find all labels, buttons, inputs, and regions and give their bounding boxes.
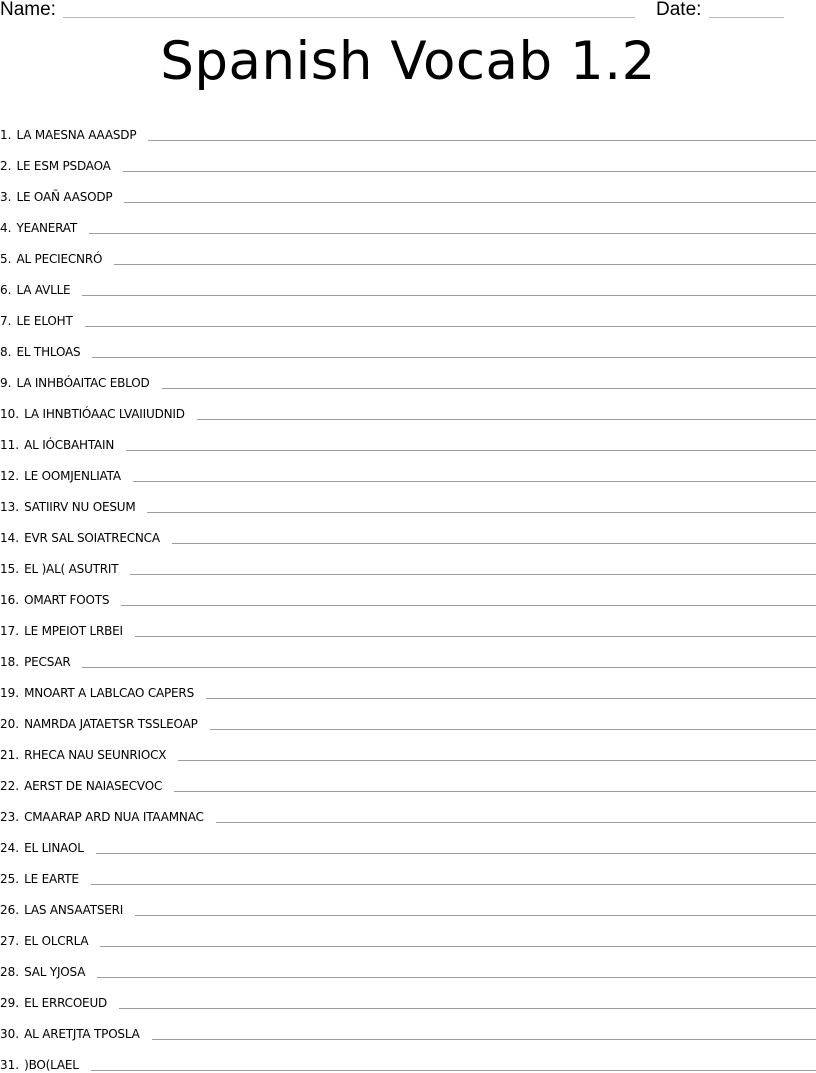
scrambled-word: SATIIRV NU OESUM [24, 500, 136, 514]
item-number: 14. [0, 531, 20, 545]
scrambled-word: OMART FOOTS [24, 593, 110, 607]
scrambled-word: CMAARAP ARD NUA ITAAMNAC [24, 810, 204, 824]
scrambled-word-list [0, 112, 816, 1073]
name-label: Name: [0, 0, 56, 20]
item-number: 8. [0, 345, 12, 359]
list-item [0, 1042, 816, 1073]
scrambled-word: YEANERAT [16, 221, 77, 235]
answer-line[interactable] [135, 636, 816, 637]
answer-line[interactable] [89, 233, 816, 234]
scrambled-word: LAS ANSAATSERI [24, 903, 124, 917]
list-item [0, 267, 816, 298]
item-number: 27. [0, 934, 20, 948]
item-number: 19. [0, 686, 20, 700]
answer-line[interactable] [82, 295, 816, 296]
scrambled-word: LE OOMJENLIATA [24, 469, 121, 483]
page-title: Spanish Vocab 1.2 [160, 31, 656, 92]
scrambled-word: NAMRDA JATAETSR TSSLEOAP [24, 717, 198, 731]
date-field[interactable] [709, 17, 784, 18]
answer-line[interactable] [130, 574, 816, 575]
list-item [0, 360, 816, 391]
list-item [0, 422, 816, 453]
item-number: 26. [0, 903, 20, 917]
item-number: 22. [0, 779, 20, 793]
scrambled-word: AL PECIECNRÓ [16, 252, 103, 266]
list-item [0, 515, 816, 546]
answer-line[interactable] [162, 388, 816, 389]
item-number: 17. [0, 624, 20, 638]
item-number: 29. [0, 996, 20, 1010]
scrambled-word: LE EARTE [24, 872, 79, 886]
scrambled-word: AL ARETJTA TPOSLA [24, 1027, 140, 1041]
item-number: 10. [0, 407, 20, 421]
answer-line[interactable] [133, 481, 816, 482]
list-item [0, 484, 816, 515]
list-item [0, 701, 816, 732]
item-number: 5. [0, 252, 12, 266]
scrambled-word: LE MPEIOT LRBEI [24, 624, 123, 638]
scrambled-word: MNOART A LABLCAO CAPERS [24, 686, 194, 700]
answer-line[interactable] [148, 140, 816, 141]
scrambled-word: AERST DE NAIASECVOC [24, 779, 163, 793]
answer-line[interactable] [147, 512, 816, 513]
answer-line[interactable] [100, 946, 816, 947]
answer-line[interactable] [82, 667, 816, 668]
item-number: 20. [0, 717, 20, 731]
item-number: 2. [0, 159, 12, 173]
answer-line[interactable] [197, 419, 816, 420]
list-item [0, 949, 816, 980]
answer-line[interactable] [178, 760, 816, 761]
scrambled-word: SAL YJOSA [24, 965, 86, 979]
date-label: Date: [656, 0, 702, 20]
item-number: 3. [0, 190, 12, 204]
answer-line[interactable] [114, 264, 816, 265]
scrambled-word: LA MAESNA AAASDP [16, 128, 137, 142]
answer-line[interactable] [121, 605, 816, 606]
item-number: 18. [0, 655, 20, 669]
answer-line[interactable] [206, 698, 816, 699]
scrambled-word: LE OAÑ AASODP [16, 190, 113, 204]
item-number: 24. [0, 841, 20, 855]
answer-line[interactable] [135, 915, 816, 916]
item-number: 31. [0, 1058, 20, 1072]
item-number: 13. [0, 500, 20, 514]
list-item [0, 174, 816, 205]
list-item [0, 546, 816, 577]
item-number: 4. [0, 221, 12, 235]
list-item [0, 608, 816, 639]
list-item [0, 577, 816, 608]
item-number: 25. [0, 872, 20, 886]
scrambled-word: LE ESM PSDAOA [16, 159, 111, 173]
answer-line[interactable] [152, 1039, 816, 1040]
scrambled-word: EL )AL( ASUTRIT [24, 562, 119, 576]
item-number: 1. [0, 128, 12, 142]
item-number: 28. [0, 965, 20, 979]
scrambled-word: EL THLOAS [16, 345, 81, 359]
scrambled-word: LA AVLLE [16, 283, 71, 297]
list-item [0, 639, 816, 670]
item-number: 15. [0, 562, 20, 576]
list-item [0, 298, 816, 329]
list-item [0, 794, 816, 825]
item-number: 9. [0, 376, 12, 390]
item-number: 6. [0, 283, 12, 297]
list-item [0, 887, 816, 918]
scrambled-word: PECSAR [24, 655, 71, 669]
item-number: 16. [0, 593, 20, 607]
scrambled-word: EL LINAOL [24, 841, 84, 855]
name-field[interactable] [63, 17, 635, 18]
answer-line[interactable] [119, 1008, 816, 1009]
item-number: 30. [0, 1027, 20, 1041]
scrambled-word: EVR SAL SOIATRECNCA [24, 531, 160, 545]
item-number: 11. [0, 438, 20, 452]
list-item [0, 1011, 816, 1042]
list-item [0, 112, 816, 143]
scrambled-word: EL OLCRLA [24, 934, 89, 948]
answer-line[interactable] [97, 977, 816, 978]
scrambled-word: AL IÓCBAHTAIN [24, 438, 115, 452]
scrambled-word: LA INHBÓAITAC EBLOD [16, 376, 150, 390]
list-item [0, 329, 816, 360]
worksheet-header [0, 0, 816, 24]
scrambled-word: RHECA NAU SEUNRIOCX [24, 748, 167, 762]
list-item [0, 918, 816, 949]
answer-line[interactable] [174, 791, 816, 792]
item-number: 21. [0, 748, 20, 762]
list-item [0, 980, 816, 1011]
answer-line[interactable] [91, 884, 816, 885]
scrambled-word: )BO(LAEL [24, 1058, 79, 1072]
scrambled-word: EL ERRCOEUD [24, 996, 108, 1010]
list-item [0, 825, 816, 856]
list-item [0, 143, 816, 174]
answer-line[interactable] [124, 202, 816, 203]
list-item [0, 763, 816, 794]
answer-line[interactable] [91, 1070, 816, 1071]
scrambled-word: LE ELOHT [16, 314, 73, 328]
item-number: 23. [0, 810, 20, 824]
answer-line[interactable] [85, 326, 816, 327]
scrambled-word: LA IHNBTIÓAAC LVAIIUDNID [24, 407, 185, 421]
list-item [0, 453, 816, 484]
answer-line[interactable] [216, 822, 816, 823]
list-item [0, 205, 816, 236]
answer-line[interactable] [210, 729, 816, 730]
answer-line[interactable] [96, 853, 816, 854]
answer-line[interactable] [123, 171, 816, 172]
answer-line[interactable] [126, 450, 816, 451]
list-item [0, 856, 816, 887]
answer-line[interactable] [172, 543, 816, 544]
list-item [0, 670, 816, 701]
list-item [0, 236, 816, 267]
list-item [0, 391, 816, 422]
answer-line[interactable] [92, 357, 816, 358]
item-number: 12. [0, 469, 20, 483]
item-number: 7. [0, 314, 12, 328]
list-item [0, 732, 816, 763]
